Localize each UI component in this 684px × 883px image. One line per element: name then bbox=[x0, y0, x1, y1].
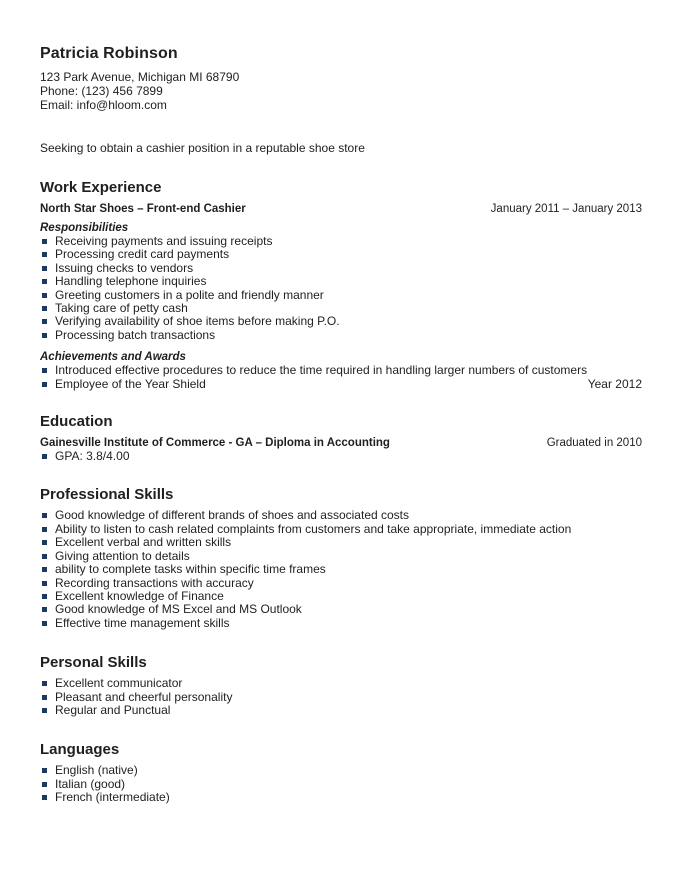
list-item bbox=[40, 509, 642, 522]
list-item-text: Taking care of petty cash bbox=[55, 301, 188, 316]
responsibilities-heading: Responsibilities bbox=[40, 222, 129, 234]
list-item-text: Effective time management skills bbox=[55, 615, 230, 630]
list-item-text: Giving attention to details bbox=[55, 548, 190, 563]
list-item bbox=[40, 262, 642, 275]
list-item-text: Recording transactions with accuracy bbox=[55, 575, 254, 590]
professional-skills-section bbox=[40, 486, 642, 630]
personal-skills-list bbox=[40, 677, 642, 717]
job-entry-header bbox=[40, 202, 642, 216]
list-item-text: Receiving payments and issuing receipts bbox=[55, 234, 273, 248]
list-item-text: Italian (good) bbox=[55, 776, 126, 791]
list-item bbox=[40, 364, 642, 377]
professional-skills-list bbox=[40, 509, 642, 630]
list-item-text: Pleasant and cheerful personality bbox=[55, 689, 233, 704]
list-item-text: English (native) bbox=[55, 763, 138, 778]
contact-phone: Phone: (123) 456 7899 bbox=[40, 84, 163, 98]
list-item bbox=[40, 315, 642, 328]
list-item bbox=[40, 603, 642, 616]
languages-list bbox=[40, 764, 642, 804]
school-name: Gainesville Institute of Commerce - GA – Diploma in Accounting bbox=[40, 437, 390, 450]
list-item-text: Handling telephone inquiries bbox=[55, 274, 207, 289]
responsibilities-list bbox=[40, 235, 642, 342]
list-item bbox=[40, 248, 642, 261]
candidate-name: Patricia Robinson bbox=[40, 45, 178, 62]
list-item bbox=[40, 691, 642, 704]
list-item bbox=[40, 275, 642, 288]
list-item-text: Good knowledge of MS Excel and MS Outlook bbox=[55, 602, 302, 617]
list-item-text: Introduced effective procedures to reduce the time required in handling larger numbers of customers bbox=[55, 363, 588, 378]
work-experience-section bbox=[40, 179, 642, 391]
objective-statement: Seeking to obtain a cashier position in a reputable shoe store bbox=[40, 141, 365, 155]
list-item-text: Issuing checks to vendors bbox=[55, 260, 194, 275]
list-item bbox=[40, 617, 642, 630]
personal-skills-section bbox=[40, 654, 642, 717]
list-item-text: Verifying availability of shoe items before making P.O. bbox=[55, 314, 340, 329]
list-item-text: Processing batch transactions bbox=[55, 327, 216, 342]
list-item bbox=[40, 235, 642, 248]
list-item-text: Excellent verbal and written skills bbox=[55, 535, 232, 550]
list-item-text: Regular and Punctual bbox=[55, 702, 171, 717]
list-item-date: Year 2012 bbox=[587, 376, 642, 391]
list-item-text: Excellent communicator bbox=[55, 676, 183, 691]
list-item bbox=[40, 450, 642, 463]
list-item-text: Excellent knowledge of Finance bbox=[55, 588, 224, 603]
section-title: Professional Skills bbox=[40, 486, 174, 504]
job-title: North Star Shoes – Front-end Cashier bbox=[40, 203, 246, 215]
list-item-text: Ability to listen to cash related complaints from customers and take appropriate, immediate action bbox=[55, 521, 572, 536]
job-dates: January 2011 – January 2013 bbox=[490, 203, 642, 215]
list-item bbox=[40, 590, 642, 603]
list-item bbox=[40, 764, 642, 777]
section-title: Personal Skills bbox=[40, 654, 147, 672]
contact-email: Email: info@hloom.com bbox=[40, 98, 167, 112]
list-item-text: ability to complete tasks within specific time frames bbox=[55, 562, 326, 577]
list-item-text: GPA: 3.8/4.00 bbox=[55, 449, 130, 464]
education-section bbox=[40, 413, 642, 463]
list-item-text: Processing credit card payments bbox=[55, 247, 230, 262]
languages-section bbox=[40, 741, 642, 804]
list-item bbox=[40, 536, 642, 549]
list-item bbox=[40, 563, 642, 576]
education-list bbox=[40, 450, 642, 463]
list-item bbox=[40, 704, 642, 717]
list-item-text: Good knowledge of different brands of shoes and associated costs bbox=[55, 508, 410, 523]
list-item bbox=[40, 550, 642, 563]
section-title: Languages bbox=[40, 741, 120, 759]
list-item bbox=[40, 302, 642, 315]
resume-header bbox=[40, 44, 642, 112]
graduation-date: Graduated in 2010 bbox=[546, 437, 642, 450]
list-item bbox=[40, 577, 642, 590]
list-item bbox=[40, 329, 642, 342]
section-title: Education bbox=[40, 413, 113, 431]
list-item bbox=[40, 289, 642, 302]
list-item bbox=[40, 378, 642, 391]
list-item-text: Greeting customers in a polite and friendly manner bbox=[55, 287, 324, 302]
achievements-list bbox=[40, 364, 642, 391]
achievements-heading: Achievements and Awards bbox=[40, 351, 186, 364]
list-item bbox=[40, 778, 642, 791]
list-item bbox=[40, 523, 642, 536]
list-item bbox=[40, 677, 642, 690]
list-item-text: Employee of the Year Shield bbox=[55, 376, 206, 391]
list-item-text: French (intermediate) bbox=[55, 790, 170, 805]
section-title: Work Experience bbox=[40, 179, 162, 196]
education-entry-header bbox=[40, 436, 642, 450]
contact-address: 123 Park Avenue, Michigan MI 68790 bbox=[40, 70, 240, 84]
list-item bbox=[40, 791, 642, 804]
